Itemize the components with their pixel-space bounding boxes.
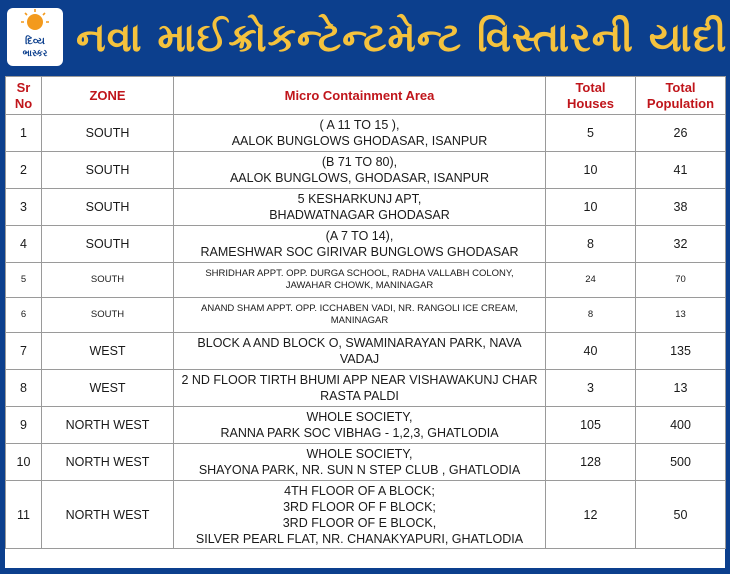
cell-sr-no: 1 — [6, 115, 42, 152]
cell-zone: NORTH WEST — [42, 407, 174, 444]
area-line: 4TH FLOOR OF A BLOCK; — [284, 483, 435, 498]
area-line: RANNA PARK SOC VIBHAG - 1,2,3, GHATLODIA — [220, 426, 499, 440]
cell-zone: NORTH WEST — [42, 481, 174, 549]
table-body — [6, 115, 726, 549]
cell-area — [174, 298, 546, 333]
cell-total-houses: 40 — [546, 333, 636, 370]
area-line: RASTA PALDI — [320, 389, 399, 403]
area-line: MANINAGAR — [330, 315, 389, 326]
cell-area — [174, 189, 546, 226]
cell-area — [174, 152, 546, 189]
area-line: SHRIDHAR APPT. OPP. DURGA SCHOOL, RADHA VALLABH COLONY, — [205, 268, 514, 279]
cell-sr-no: 4 — [6, 226, 42, 263]
header-zone: ZONE — [42, 77, 174, 115]
table-row — [6, 444, 726, 481]
header-sr-no: Sr No — [6, 77, 42, 115]
cell-total-houses: 24 — [546, 263, 636, 298]
cell-sr-no: 11 — [6, 481, 42, 549]
area-line: 5 KESHARKUNJ APT, — [297, 192, 422, 206]
cell-sr-no: 8 — [6, 370, 42, 407]
logo-line2: ભાસ્કર — [22, 49, 48, 59]
page-title: નવા માઈક્રોકન્ટેન્ટમેન્ટ વિસ્તારની યાદી — [76, 15, 728, 61]
table-row — [6, 226, 726, 263]
area-line: (A 7 TO 14), — [325, 229, 394, 243]
cell-total-houses: 5 — [546, 115, 636, 152]
cell-total-population: 32 — [636, 226, 726, 263]
cell-zone: WEST — [42, 333, 174, 370]
divya-bhaskar-logo — [7, 8, 63, 66]
cell-total-population: 135 — [636, 333, 726, 370]
containment-table — [5, 76, 726, 549]
cell-sr-no: 9 — [6, 407, 42, 444]
cell-total-houses: 12 — [546, 481, 636, 549]
table-row — [6, 263, 726, 298]
cell-zone: SOUTH — [42, 152, 174, 189]
area-line: 3RD FLOOR OF E BLOCK, — [282, 515, 437, 530]
area-line: BHADWATNAGAR GHODASAR — [269, 208, 450, 222]
cell-total-houses: 8 — [546, 226, 636, 263]
table-row — [6, 481, 726, 549]
area-line: BLOCK A AND BLOCK O, SWAMINARAYAN PARK, NAVA — [197, 336, 522, 350]
cell-total-population: 50 — [636, 481, 726, 549]
header-area: Micro Containment Area — [174, 77, 546, 115]
area-line: AALOK BUNGLOWS GHODASAR, ISANPUR — [231, 134, 488, 148]
cell-area — [174, 333, 546, 370]
area-line: WHOLE SOCIETY, — [306, 410, 413, 424]
table-header-row — [6, 77, 726, 115]
cell-area — [174, 226, 546, 263]
header-total-population: Total Population — [636, 77, 726, 115]
area-line: ANAND SHAM APPT. OPP. ICCHABEN VADI, NR. RANGOLI ICE CREAM, — [201, 303, 518, 314]
area-line: SILVER PEARL FLAT, NR. CHANAKYAPURI, GHATLODIA — [195, 531, 524, 546]
cell-sr-no: 6 — [6, 298, 42, 333]
cell-zone: SOUTH — [42, 189, 174, 226]
cell-zone: SOUTH — [42, 115, 174, 152]
cell-total-houses: 10 — [546, 152, 636, 189]
logo-line1: દિવ્ય — [25, 36, 45, 47]
cell-total-houses: 8 — [546, 298, 636, 333]
cell-area — [174, 444, 546, 481]
cell-area — [174, 481, 546, 549]
cell-area — [174, 407, 546, 444]
area-line: JAWAHAR CHOWK, MANINAGAR — [285, 280, 434, 291]
cell-zone: SOUTH — [42, 263, 174, 298]
cell-zone: SOUTH — [42, 298, 174, 333]
cell-total-houses: 10 — [546, 189, 636, 226]
area-line: 2 ND FLOOR TIRTH BHUMI APP NEAR VISHAWAKUNJ CHAR — [181, 373, 538, 387]
cell-total-population: 13 — [636, 298, 726, 333]
cell-sr-no: 10 — [6, 444, 42, 481]
table-row — [6, 298, 726, 333]
cell-zone: NORTH WEST — [42, 444, 174, 481]
header — [0, 0, 730, 76]
area-line: WHOLE SOCIETY, — [306, 447, 413, 461]
cell-total-houses: 105 — [546, 407, 636, 444]
table-row — [6, 370, 726, 407]
cell-zone: SOUTH — [42, 226, 174, 263]
area-line: VADAJ — [339, 352, 380, 366]
containment-table-container — [5, 76, 725, 568]
table-row — [6, 407, 726, 444]
cell-total-population: 70 — [636, 263, 726, 298]
area-line: AALOK BUNGLOWS, GHODASAR, ISANPUR — [229, 171, 490, 185]
cell-total-population: 41 — [636, 152, 726, 189]
cell-total-population: 38 — [636, 189, 726, 226]
cell-area — [174, 263, 546, 298]
cell-area — [174, 115, 546, 152]
cell-total-population: 500 — [636, 444, 726, 481]
table-row — [6, 115, 726, 152]
table-row — [6, 152, 726, 189]
table-row — [6, 333, 726, 370]
cell-total-population: 26 — [636, 115, 726, 152]
area-line: SHAYONA PARK, NR. SUN N STEP CLUB , GHATLODIA — [198, 463, 521, 477]
cell-sr-no: 5 — [6, 263, 42, 298]
cell-sr-no: 2 — [6, 152, 42, 189]
header-total-houses: Total Houses — [546, 77, 636, 115]
table-row — [6, 189, 726, 226]
cell-zone: WEST — [42, 370, 174, 407]
area-line: RAMESHWAR SOC GIRIVAR BUNGLOWS GHODASAR — [200, 245, 519, 259]
cell-sr-no: 3 — [6, 189, 42, 226]
cell-area — [174, 370, 546, 407]
cell-total-houses: 128 — [546, 444, 636, 481]
cell-sr-no: 7 — [6, 333, 42, 370]
area-line: ( A 11 TO 15 ), — [319, 118, 400, 132]
cell-total-population: 400 — [636, 407, 726, 444]
area-line: (B 71 TO 80), — [321, 155, 398, 169]
area-line: 3RD FLOOR OF F BLOCK; — [283, 499, 436, 514]
cell-total-population: 13 — [636, 370, 726, 407]
cell-total-houses: 3 — [546, 370, 636, 407]
